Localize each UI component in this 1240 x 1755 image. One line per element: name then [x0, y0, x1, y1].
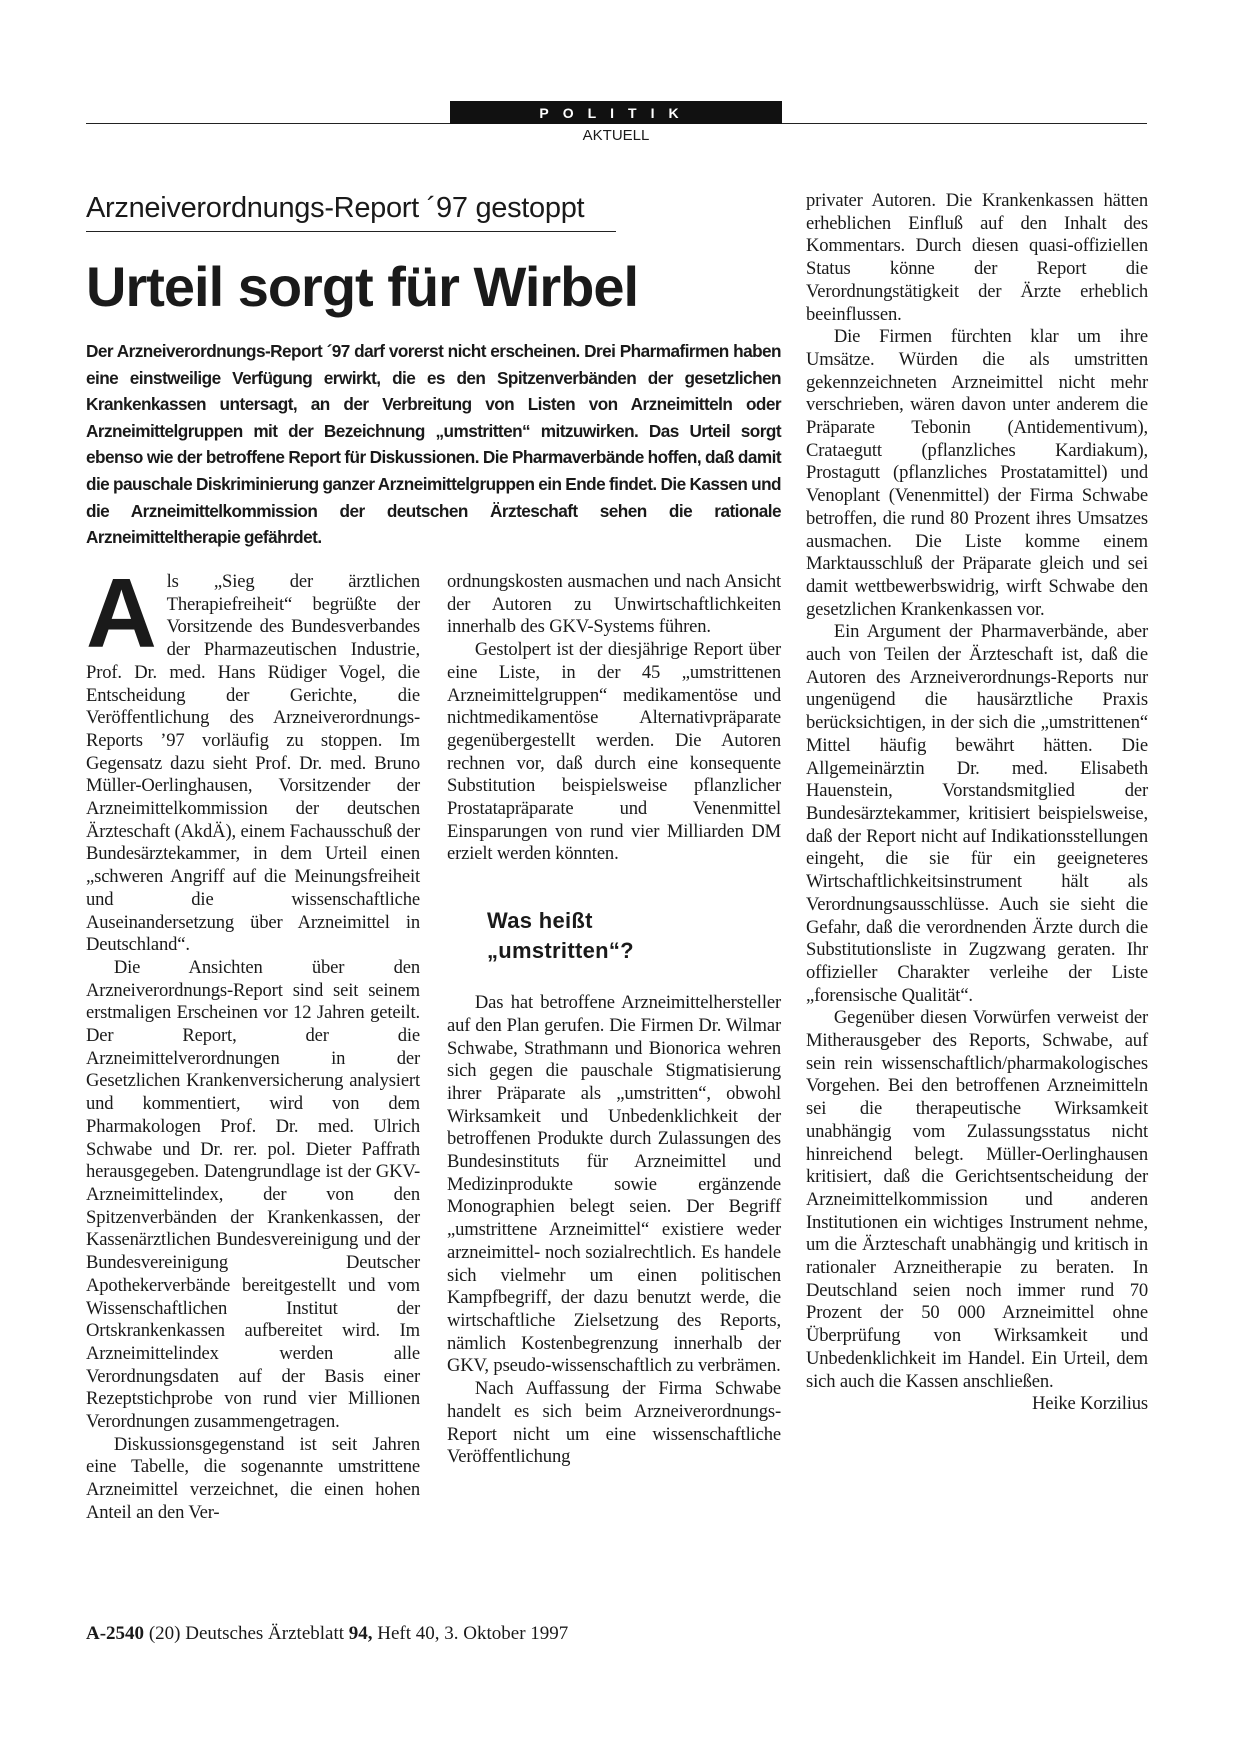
paragraph-text: Gegenüber diesen Vorwürfen verweist der Mitherausgeber des Reports, Schwabe, auf sein rein wissenschaftlich/pharmakologisches Vorgehen. Bei den betroffenen Arzneimitteln sei die therapeutische Wirksamkeit unabhängig vom Zulassungsstatus nicht hinreichend belegt. Müller-Oerlinghausen kritisiert, daß die Gerichtsentscheidung der Arzneimittelkommission und anderen Institutionen ein wichtiges Instrument nehme, um die Ärzteschaft unabhängig und kritisch in rationaler Arzneitherapie zu beraten. In Deutschland seien noch immer rund 70 Prozent der 50 000 Arzneimittel ohne Überprüfung von Wirksamkeit und Unbedenklichkeit im Handel. Ein Urteil, dem sich auch die Kassen anschließen.	[806, 1007, 1148, 1392]
paragraph: Das hat betroffene Arzneimittelhersteller auf den Plan gerufen. Die Firmen Dr. Wilmar Schwabe, Strathmann und Bionorica wehren sich gegen die pauschale Stigmatisierung ihrer Präparate als „umstritten“, obwohl Wirksamkeit und Unbedenklichkeit der betroffenen Produkte durch Zulassungen des Bundesinstituts für Arzneimittel und Medizinprodukte sowie ergänzende Monographien belegt seien. Der Begriff „umstrittene Arzneimittel“ existiere weder arzneimittel- noch sozialrechtlich. Es handele sich vielmehr um einen politischen Kampfbegriff, der dazu benutzt werde, die wirtschaftliche Zielsetzung des Reports, nämlich Kostenbegrenzung innerhalb der GKV, pseudo-wissenschaftlich zu verbrämen.	[447, 992, 781, 1377]
article-lead: Der Arzneiverordnungs-Report ´97 darf vorerst nicht erscheinen. Drei Pharmafirmen haben eine einstweilige Verfügung erwirkt, die es den Spitzenverbänden der gesetzlichen Krankenkassen untersagt, an der Verbreitung von Listen von Arzneimitteln oder Arzneimittelgruppen mit der Bezeichnung „umstritten“ mitzuwirken. Das Urteil sorgt ebenso wie der betroffene Report für Diskussionen. Die Pharmaverbände hoffen, daß damit die pauschale Diskriminierung ganzer Arzneimittelgruppen ein Ende findet. Die Kassen und die Arzneimittelkommission der deutschen Ärzteschaft sehen die rationale Arzneimitteltherapie gefährdet.	[86, 341, 781, 548]
header-rule-left	[86, 123, 450, 124]
paragraph	[806, 1007, 1148, 1415]
article-headline: Urteil sorgt für Wirbel	[86, 255, 639, 318]
article-column-3	[806, 190, 1148, 1416]
article-column-1	[86, 558, 420, 1525]
paragraph: Nach Auffassung der Firma Schwabe handelt es sich beim Arzneiverordnungs-Report nicht um eine wissenschaftliche Veröffentlichung	[447, 1378, 781, 1468]
header-rule-right	[782, 123, 1147, 124]
page-number: A-2540	[86, 1623, 145, 1644]
subsection-label: AKTUELL	[582, 127, 650, 144]
paragraph: Die Ansichten über den Arzneiverordnungs-Report sind seit seinem erstmaligen Erscheinen vor 12 Jahren geteilt. Der Report, der die Arzneimittelverordnungen in der Gesetzlichen Krankenversicherung analysiert und kommentiert, wird von dem Pharmakologen Prof. Dr. med. Ulrich Schwabe und Dr. rer. pol. Dieter Paffrath herausgegeben. Datengrundlage ist der GKV-Arzneimittelindex, der von den Spitzenverbänden der Krankenkassen, der Kassenärztlichen Bundesvereinigung und der Bundesvereinigung Deutscher Apothekerverbände bereitgestellt und vom Wissenschaftlichen Institut der Ortskrankenkassen aufbereitet wird. Im Arzneimittelindex werden alle Verordnungsdaten auf der Basis einer Rezeptstichprobe von rund vier Millionen Verordnungen zusammengetragen.	[86, 956, 420, 1433]
issue-date: Heft 40, 3. Oktober 1997	[377, 1623, 569, 1644]
paragraph: Die Firmen fürchten klar um ihre Umsätze. Würden die als umstritten gekennzeichneten Arzneimittel nicht mehr verschrieben, wären davon unter anderem die Präparate Tebonin (Antidementivum), Crataegutt (pflanzliches Kardiakum), Prostagutt (pflanzliches Prostatamittel) und Venoplant (Venenmittel) der Firma Schwabe betroffen, die rund 80 Prozent ihres Umsatzes ausmachen. Die Liste komme einem Marktausschluß der Präparate gleich und sei damit wettbewerbswidrig, wirft Schwabe den gesetzlichen Krankenkassen vor.	[806, 326, 1148, 620]
publication-name: (20) Deutsches Ärzteblatt	[148, 1623, 345, 1644]
paragraph: Diskussionsgegenstand ist seit Jahren eine Tabelle, die sogenannte umstrittene Arzneimittel verzeichnet, die einen hohen Anteil an den Ver-	[86, 1433, 420, 1523]
subheading-line: Was heißt	[487, 908, 593, 934]
article-kicker: Arzneiverordnungs-Report ´97 gestoppt	[86, 192, 616, 232]
section-subheading	[487, 906, 781, 966]
volume-number: 94,	[348, 1623, 373, 1644]
author-signature: Heike Korzilius	[1032, 1393, 1148, 1415]
article-column-2	[447, 571, 781, 1469]
paragraph: ls „Sieg der ärztlichen Therapiefreiheit“ begrüßte der Vorsitzende des Bundesverbandes der Pharmazeutischen Industrie, Prof. Dr. med. Hans Rüdiger Vogel, die Entscheidung der Gerichte, die Veröffentlichung des Arzneiverordnungs-Reports ’97 vorläufig zu stoppen. Im Gegensatz dazu sieht Prof. Dr. med. Bruno Müller-Oerlinghausen, Vorsitzender der Arzneimittelkommission der deutschen Ärzteschaft (AkdÄ), einem Fachausschuß der Bundesärztekammer, in dem Urteil einen „schweren Angriff auf die Meinungsfreiheit und die wissenschaftliche Auseinandersetzung über Arzneimittel in Deutschland“.	[86, 571, 420, 956]
drop-cap: A	[86, 558, 157, 668]
paragraph: privater Autoren. Die Krankenkassen hätten erheblichen Einfluß auf den Inhalt des Kommentars. Durch diesen quasi-offiziellen Status könne der Report die Verordnungstätigkeit der Ärzte erheblich beeinflussen.	[806, 190, 1148, 325]
paragraph: Ein Argument der Pharmaverbände, aber auch von Teilen der Ärzteschaft ist, daß die Autoren des Arzneiverordnungs-Reports nur ungenügend die hausärztliche Praxis berücksichtigen, in der sich die „umstrittenen“ Mittel häufig bewährt hätten. Die Allgemeinärztin Dr. med. Elisabeth Hauenstein, Vorstandsmitglied der Bundesärztekammer, kritisiert beispielsweise, daß der Report nicht auf Indikationsstellungen eingeht, die sie für ein geeigneteres Wirtschaftlichkeitsinstrument hält als Verordnungsausschlüsse. Auch sie sieht die Gefahr, daß die verordnenden Ärzte durch die Substitutionsliste in Zugzwang geraten. Ihr offizieller Charakter verleihe der Liste „forensische Qualität“.	[806, 621, 1148, 1006]
section-label: POLITIK	[450, 101, 782, 124]
subheading-line: „umstritten“?	[487, 938, 634, 964]
page-footer	[86, 1623, 568, 1645]
paragraph: Gestolpert ist der diesjährige Report über eine Liste, in der 45 „umstrittenen Arzneimittelgruppen“ medikamentöse und nichtmedikamentöse Alternativpräparate gegenübergestellt werden. Die Autoren rechnen vor, daß durch eine konsequente Substitution beispielsweise pflanzlicher Prostatapräparate und Venenmittel Einsparungen von rund vier Milliarden DM erzielt werden könnten.	[447, 639, 781, 865]
paragraph: ordnungskosten ausmachen und nach Ansicht der Autoren zu Unwirtschaftlichkeiten innerhalb des GKV-Systems führen.	[447, 571, 781, 638]
